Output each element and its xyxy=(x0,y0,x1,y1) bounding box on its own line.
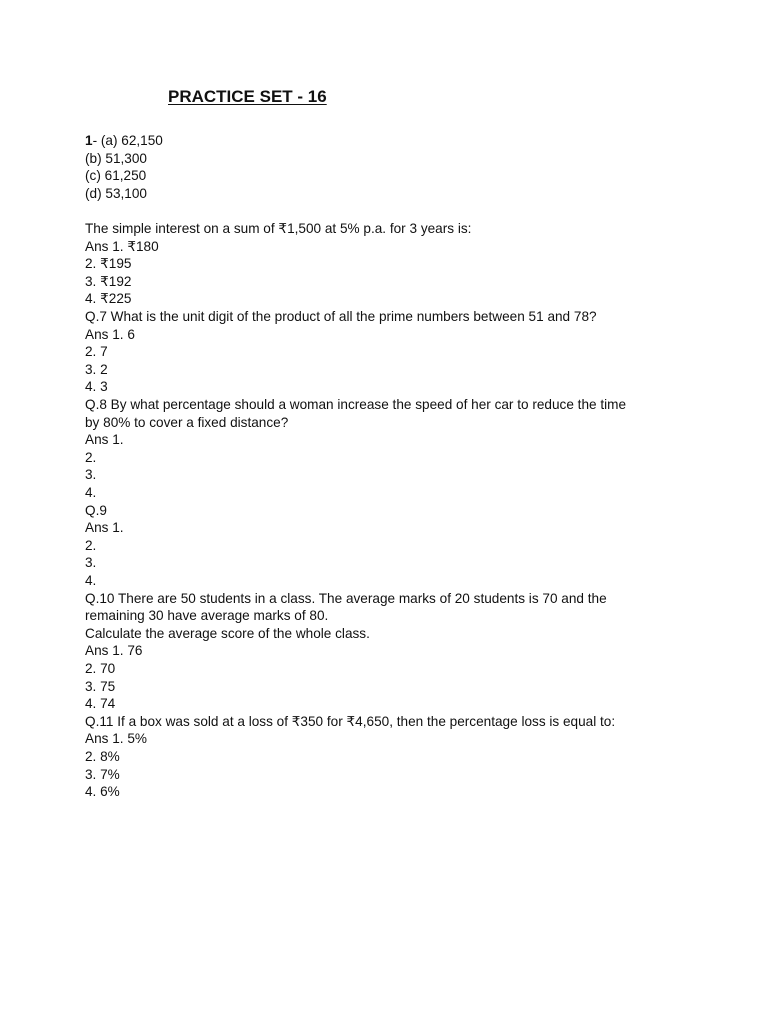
text-line: by 80% to cover a fixed distance? xyxy=(85,414,289,430)
text-line: Ans 1. xyxy=(85,432,124,448)
text-line: 4. 74 xyxy=(85,696,116,712)
text-line: 4. xyxy=(85,573,97,588)
text-line: Q.8 By what percentage should a woman increase the speed of her car to reduce the time xyxy=(85,397,627,412)
q1-option-d: (d) 53,100 xyxy=(85,185,147,201)
text-line: 4. 6% xyxy=(85,784,120,800)
text-line: 2. ₹195 xyxy=(85,256,132,272)
text-line: Ans 1. 6 xyxy=(85,326,135,342)
text-line: 4. 3 xyxy=(85,379,108,395)
text-line: remaining 30 have average marks of 80. xyxy=(85,608,329,624)
text-line: Ans 1. ₹180 xyxy=(85,238,159,254)
q1-option-b: (b) 51,300 xyxy=(85,150,147,166)
text-line: The simple interest on a sum of ₹1,500 at 5% p.a. for 3 years is: xyxy=(85,221,472,236)
text-line: Ans 1. xyxy=(85,520,124,536)
text-line: 3. 2 xyxy=(85,361,108,377)
text-line: 2. xyxy=(85,537,97,553)
text-line: 4. ₹225 xyxy=(85,291,132,307)
text-line: 2. 8% xyxy=(85,749,120,764)
q1-option-c: (c) 61,250 xyxy=(85,168,147,183)
text-line: Q.9 xyxy=(85,502,107,518)
text-line: Ans 1. 76 xyxy=(85,643,143,659)
q1-option-a: - (a) 62,150 xyxy=(92,133,163,148)
text-line: 3. xyxy=(85,467,97,483)
text-line: 2. xyxy=(85,449,97,465)
text-line: Ans 1. 5% xyxy=(85,731,147,747)
text-line: 3. 75 xyxy=(85,678,116,694)
text-line: 2. 7 xyxy=(85,344,108,360)
page-title: PRACTICE SET - 16 xyxy=(168,87,327,106)
text-line: 4. xyxy=(85,485,97,500)
text-line: Q.7 What is the unit digit of the product of all the prime numbers between 51 and 78? xyxy=(85,309,597,324)
q1-number: 1 xyxy=(85,133,93,148)
text-line: Q.10 There are 50 students in a class. The average marks of 20 students is 70 and the xyxy=(85,590,607,606)
text-line: Q.11 If a box was sold at a loss of ₹350 for ₹4,650, then the percentage loss is equal to: xyxy=(85,713,616,729)
q1-option-a-line xyxy=(85,132,163,150)
text-line: 3. xyxy=(85,555,97,571)
text-line: 2. 70 xyxy=(85,661,116,676)
text-line: 3. 7% xyxy=(85,766,120,782)
text-line: 3. ₹192 xyxy=(85,273,132,289)
text-line: Calculate the average score of the whole class. xyxy=(85,625,370,641)
